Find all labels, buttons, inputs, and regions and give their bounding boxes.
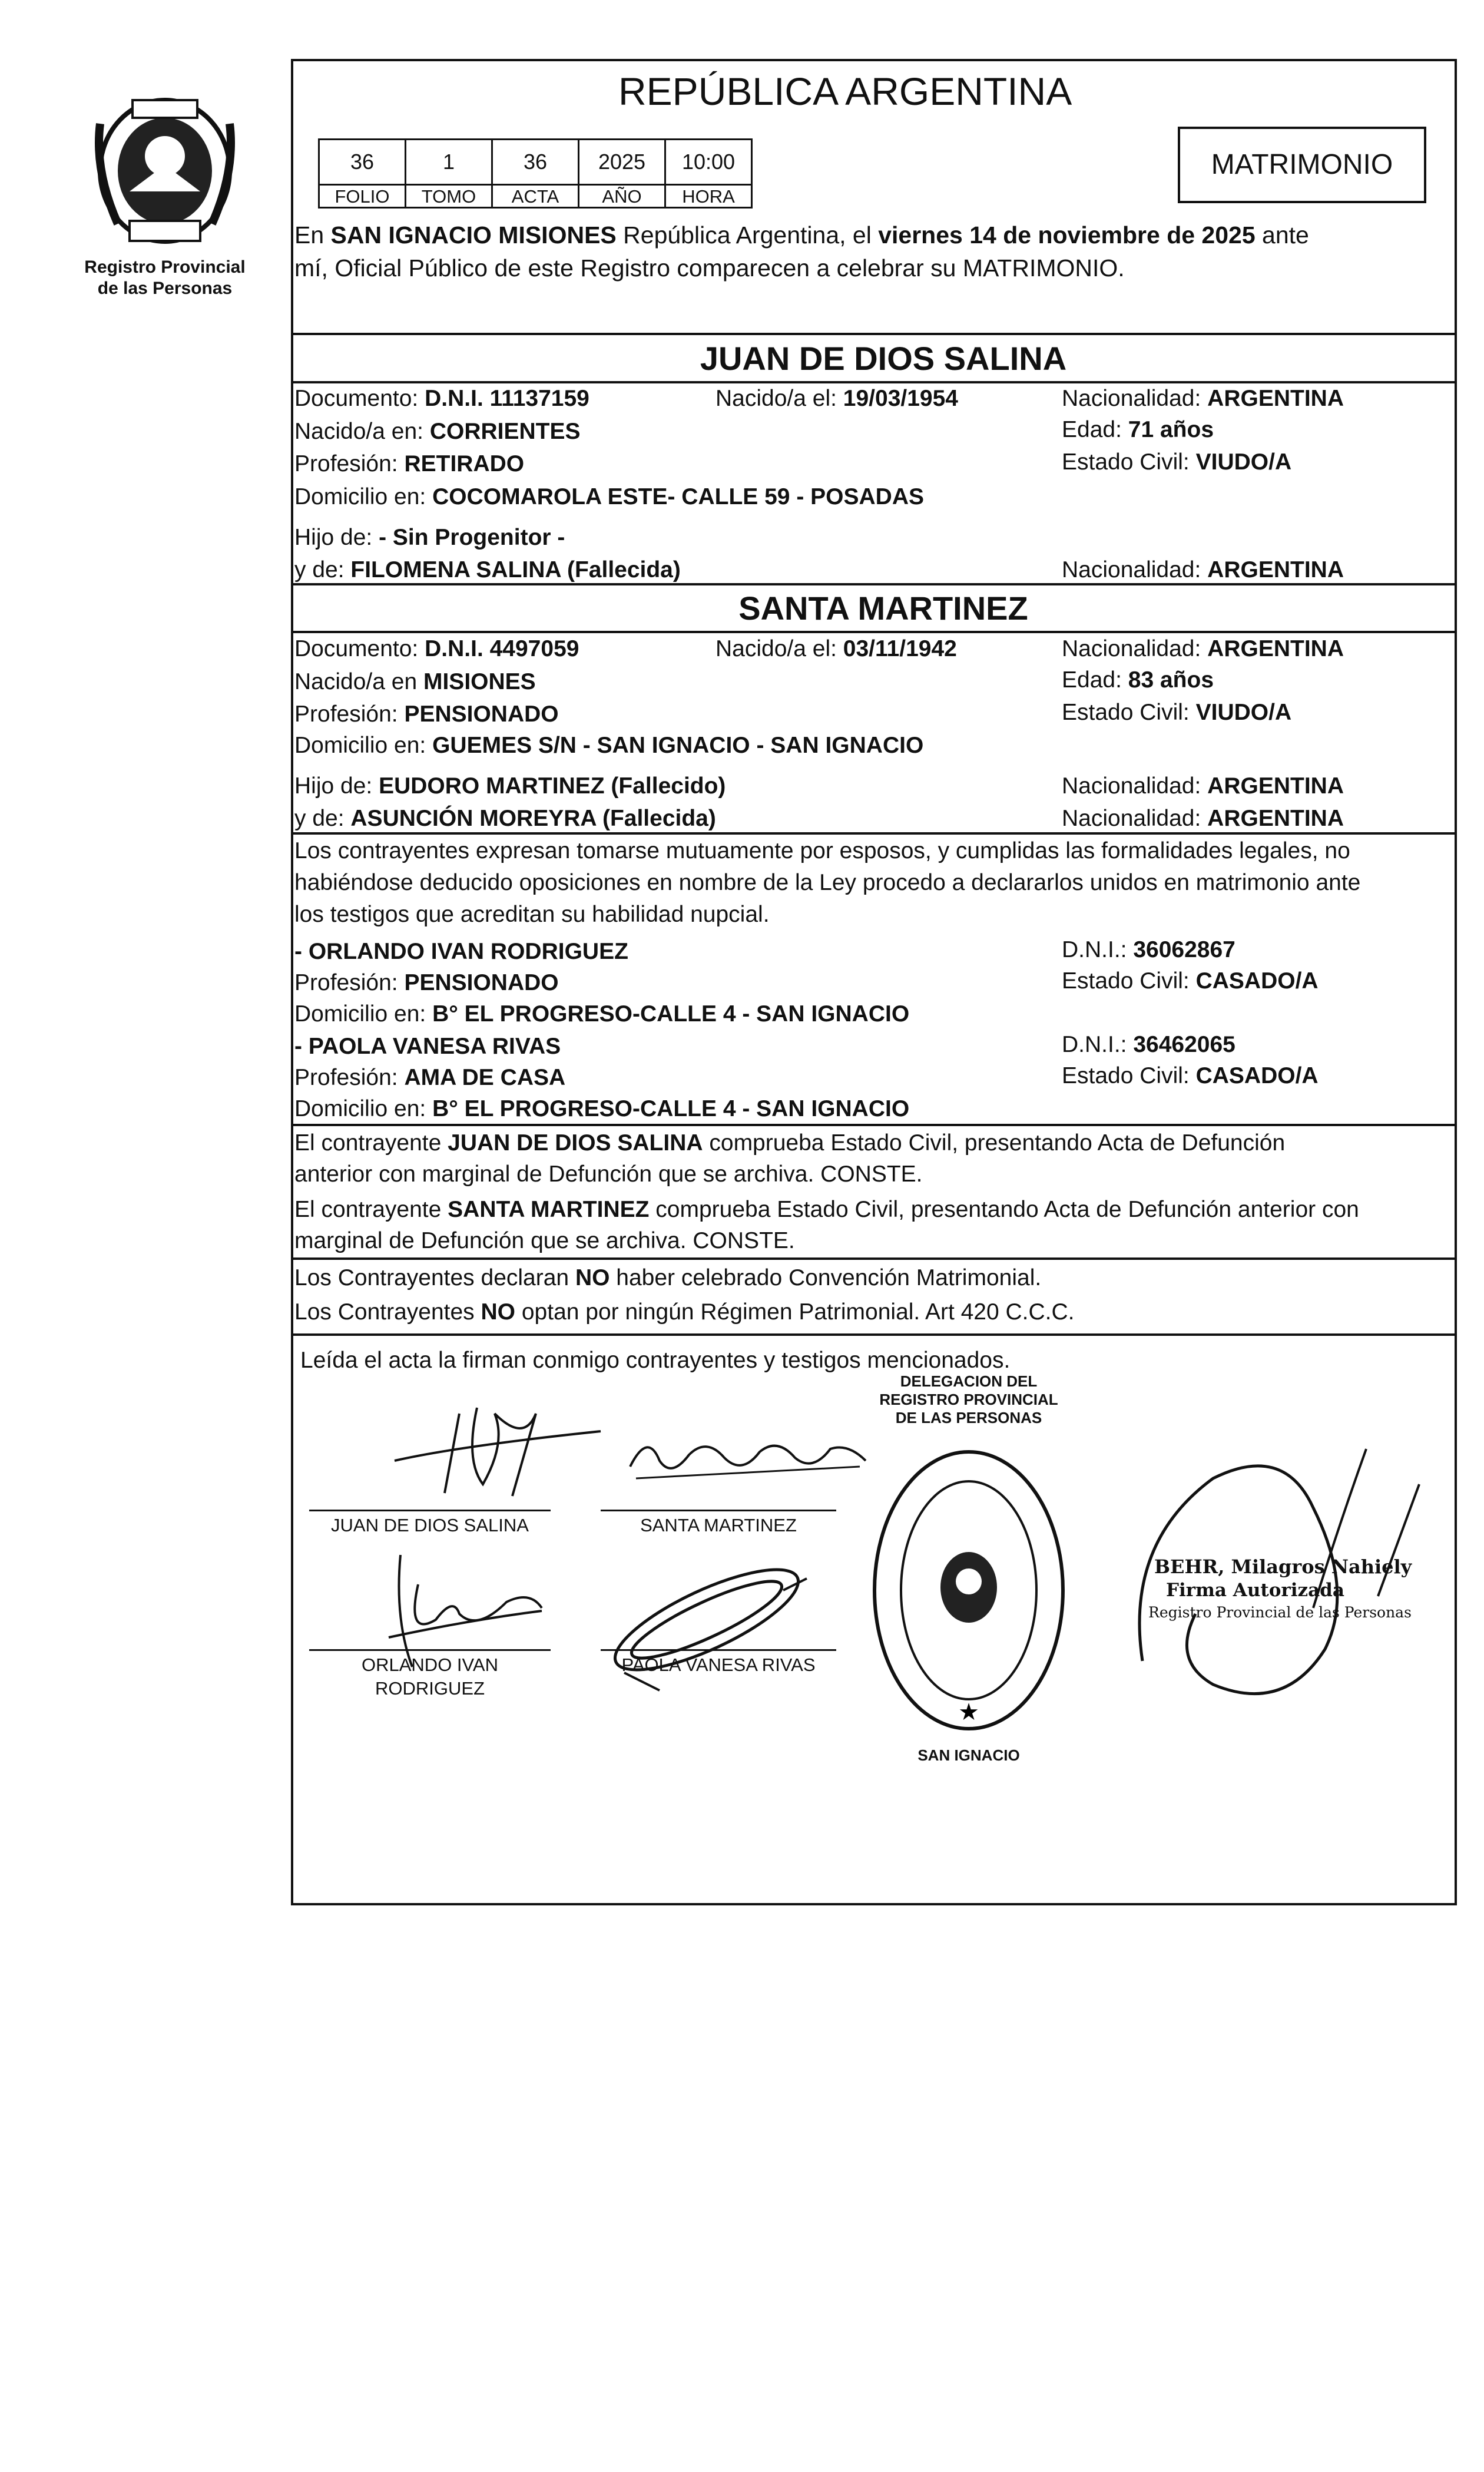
spouse2-father-nat: Nacionalidad: ARGENTINA xyxy=(1062,773,1344,799)
sig-label-paola: PAOLA VANESA RIVAS xyxy=(621,1654,816,1675)
spouse2-civil: Estado Civil: VIUDO/A xyxy=(1062,700,1292,725)
anio-value: 2025 xyxy=(578,138,666,186)
declaration-line1: Los contrayentes expresan tomarse mutuamente por esposos, y cumplidas las formalidades legales, no xyxy=(294,838,1350,863)
closing-text: Leída el acta la firman conmigo contrayentes y testigos mencionados. xyxy=(300,1348,1011,1373)
spouse1-born: Nacido/a el: 19/03/1954 xyxy=(716,386,958,411)
spouse1-mother-nat: Nacionalidad: ARGENTINA xyxy=(1062,557,1344,583)
declaration-line2: habiéndose deducido oposiciones en nombre de la Ley procedo a declararlos unidos en matrimonio ante xyxy=(294,870,1361,895)
spouse1-father: Hijo de: - Sin Progenitor - xyxy=(294,525,565,550)
delegation-stamp-icon xyxy=(869,1443,1069,1738)
witness2-dni: D.N.I.: 36462065 xyxy=(1062,1032,1235,1057)
sig-label-orlando-2: RODRIGUEZ xyxy=(375,1678,485,1699)
sig-label-orlando-1: ORLANDO IVAN xyxy=(362,1654,498,1675)
witness2-profession: Profesión: AMA DE CASA xyxy=(294,1065,566,1090)
signature-juan-icon xyxy=(389,1390,612,1502)
witness2-address: Domicilio en: B° EL PROGRESO-CALLE 4 - SAN IGNACIO xyxy=(294,1096,910,1121)
spouse2-birthplace: Nacido/a en MISIONES xyxy=(294,669,536,694)
record-type-box: MATRIMONIO xyxy=(1178,127,1426,203)
declaration-line3: los testigos que acreditan su habilidad nupcial. xyxy=(294,902,770,927)
stamp-center-text: SAN IGNACIO xyxy=(917,1746,1020,1764)
intro-line2: mí, Oficial Público de este Registro comparecen a celebrar su MATRIMONIO. xyxy=(294,254,1125,282)
spouse2-mother: y de: ASUNCIÓN MOREYRA (Fallecida) xyxy=(294,806,716,831)
witness2-civil: Estado Civil: CASADO/A xyxy=(1062,1063,1319,1088)
convention-line1: Los Contrayentes declaran NO haber celebrado Convención Matrimonial. xyxy=(294,1265,1042,1290)
spouse1-profession: Profesión: RETIRADO xyxy=(294,451,525,476)
spouse1-name: JUAN DE DIOS SALINA xyxy=(700,340,1067,377)
spouse1-civil: Estado Civil: VIUDO/A xyxy=(1062,449,1292,475)
civil-proof-b-line2: marginal de Defunción que se archiva. CONSTE. xyxy=(294,1228,795,1253)
page-title: REPÚBLICA ARGENTINA xyxy=(618,70,1072,113)
official-name: BEHR, Milagros Nahiely xyxy=(1154,1556,1412,1578)
spouse1-mother: y de: FILOMENA SALINA (Fallecida) xyxy=(294,557,681,583)
civil-proof-a-line2: anterior con marginal de Defunción que se archiva. CONSTE. xyxy=(294,1161,923,1187)
spouse2-address: Domicilio en: GUEMES S/N - SAN IGNACIO - SAN IGNACIO xyxy=(294,733,924,758)
witness1-civil: Estado Civil: CASADO/A xyxy=(1062,968,1319,994)
sig-label-juan: JUAN DE DIOS SALINA xyxy=(331,1515,529,1536)
signature-santa-icon xyxy=(624,1425,872,1490)
spouse2-doc: Documento: D.N.I. 4497059 xyxy=(294,636,579,661)
witness2-name: - PAOLA VANESA RIVAS xyxy=(294,1034,561,1059)
spouse1-doc: Documento: D.N.I. 11137159 xyxy=(294,386,589,411)
hora-value: 10:00 xyxy=(664,138,753,186)
witness1-address: Domicilio en: B° EL PROGRESO-CALLE 4 - SAN IGNACIO xyxy=(294,1001,910,1027)
registry-logo xyxy=(77,88,253,259)
spouse2-born: Nacido/a el: 03/11/1942 xyxy=(716,636,957,661)
official-role: Firma Autorizada xyxy=(1166,1580,1344,1601)
spouse2-age: Edad: 83 años xyxy=(1062,667,1214,693)
witness1-name: - ORLANDO IVAN RODRIGUEZ xyxy=(294,939,628,964)
folio-label: FOLIO xyxy=(318,184,406,209)
hora-label: HORA xyxy=(664,184,753,209)
logo-caption-line1: Registro Provincial xyxy=(84,257,246,277)
record-cells xyxy=(318,138,753,209)
spouse2-mother-nat: Nacionalidad: ARGENTINA xyxy=(1062,806,1344,831)
civil-proof-b-line1: El contrayente SANTA MARTINEZ comprueba Estado Civil, presentando Acta de Defunción anterior con xyxy=(294,1197,1359,1222)
acta-label: ACTA xyxy=(491,184,579,209)
spouse1-address: Domicilio en: COCOMAROLA ESTE- CALLE 59 - POSADAS xyxy=(294,484,925,509)
witness1-dni: D.N.I.: 36062867 xyxy=(1062,937,1235,962)
intro-line1: En SAN IGNACIO MISIONES República Argentina, el viernes 14 de noviembre de 2025 ante xyxy=(294,221,1309,249)
sig-label-santa: SANTA MARTINEZ xyxy=(640,1515,797,1536)
civil-proof-a-line1: El contrayente JUAN DE DIOS SALINA comprueba Estado Civil, presentando Acta de Defunción xyxy=(294,1130,1286,1156)
logo-caption-line2: de las Personas xyxy=(97,279,233,298)
spouse1-birthplace: Nacido/a en: CORRIENTES xyxy=(294,419,581,444)
misiones-seal-icon xyxy=(77,88,253,259)
spouse2-father: Hijo de: EUDORO MARTINEZ (Fallecido) xyxy=(294,773,726,799)
anio-label: AÑO xyxy=(578,184,666,209)
tomo-value: 1 xyxy=(405,138,493,186)
spouse2-name: SANTA MARTINEZ xyxy=(738,590,1028,627)
acta-value: 36 xyxy=(491,138,579,186)
spouse2-nat: Nacionalidad: ARGENTINA xyxy=(1062,636,1344,661)
svg-text:★: ★ xyxy=(958,1699,979,1726)
official-registry: Registro Provincial de las Personas xyxy=(1148,1604,1412,1621)
stamp-ring-text: DELEGACION DEL REGISTRO PROVINCIAL DE LAS PERSONAS xyxy=(879,1372,1058,1427)
witness1-profession: Profesión: PENSIONADO xyxy=(294,970,559,995)
folio-value: 36 xyxy=(318,138,406,186)
tomo-label: TOMO xyxy=(405,184,493,209)
convention-line2: Los Contrayentes NO optan por ningún Régimen Patrimonial. Art 420 C.C.C. xyxy=(294,1299,1075,1325)
spouse2-profession: Profesión: PENSIONADO xyxy=(294,701,559,727)
spouse1-age: Edad: 71 años xyxy=(1062,417,1214,442)
spouse1-nat: Nacionalidad: ARGENTINA xyxy=(1062,386,1344,411)
